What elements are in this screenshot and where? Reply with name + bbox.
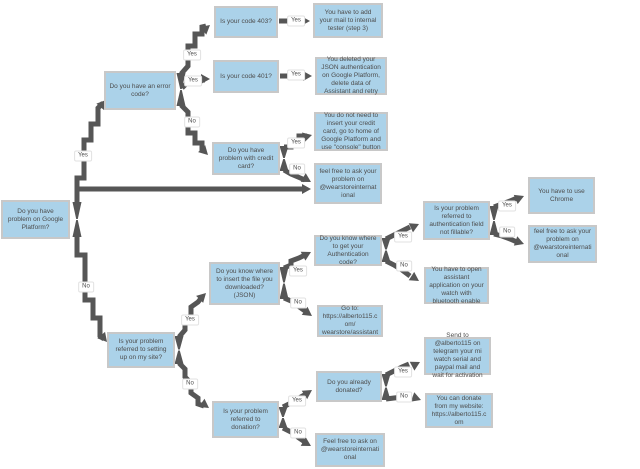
node-no-credit-needed: [314, 112, 388, 151]
edge-label-root-yes: Yes: [74, 151, 92, 162]
node-ask-problem-1: [314, 163, 382, 204]
edge-label-credit-card-yes: Yes: [287, 138, 305, 149]
edge-label-donation-yes: Yes: [288, 396, 306, 407]
node-setup: [107, 332, 175, 368]
node-code-403-text: Is your code 403?: [220, 18, 272, 25]
node-bluetooth-text: You have to open assistant application on your watch with bluetooth enable: [429, 265, 484, 305]
node-use-chrome: [528, 177, 595, 214]
node-insert-file: [209, 262, 280, 305]
node-goto-assistant: [317, 305, 383, 337]
node-root-text: Do you have problem on Google Platform?: [7, 207, 64, 231]
edge-label-credit-card-no: No: [289, 164, 305, 175]
edge-label-donated-yes: Yes: [394, 367, 412, 378]
node-code-401-text: Is your code 401?: [220, 72, 272, 80]
branch-junction: [490, 221, 499, 235]
node-auth-code: [314, 235, 382, 266]
edge-label-auth-code-no: No: [396, 261, 412, 272]
branch-junction: [279, 418, 288, 428]
node-ask-donation: [315, 433, 385, 467]
edge-label-code-403-yes: Yes: [287, 16, 305, 27]
node-no-credit-needed-text: You do not need to insert your credit card, go to home of Google Platform and use "console" button: [321, 111, 381, 151]
edge-error-code-to-credit-card: [181, 105, 202, 152]
node-error-code: [104, 71, 176, 110]
branch-junction: [382, 238, 391, 250]
node-credit-card-text: Do you have problem with credit card?: [218, 146, 274, 170]
node-json-deleted-text: You deleted your JSON authentication on Google Platform, delete data of Assistant and retry: [321, 56, 381, 95]
node-code-403: [214, 6, 278, 38]
arrowhead-ask-problem-1: [302, 184, 311, 194]
edge-label-insert-file-no: No: [290, 298, 306, 309]
node-json-deleted: [315, 57, 387, 95]
node-ask-problem-2-text: feel free to ask your problem on @wearstoreinternational: [533, 228, 592, 259]
node-goto-assistant-text: Go to: https://alberto115.com/ wearstore/assistant: [322, 305, 378, 336]
edge-label-insert-file-yes: Yes: [289, 266, 307, 277]
node-donated: [316, 371, 382, 402]
branch-junction: [382, 374, 391, 387]
edge-label-field-fillable-yes: Yes: [498, 201, 516, 212]
branch-junction: [280, 284, 289, 300]
node-use-chrome-text: You have to use Chrome: [538, 187, 585, 203]
node-code-401: [213, 60, 279, 93]
node-error-code-text: Do you have an error code?: [109, 82, 171, 98]
edge-label-setup-no: No: [182, 379, 198, 390]
node-setup-text: Is your problem referred to setting up on my site?: [115, 338, 167, 361]
branch-junction: [280, 267, 289, 283]
branch-junction: [73, 220, 82, 237]
node-donate-website: [425, 393, 493, 428]
node-field-fillable-text: Is your problem referred to authentication field not fillable?: [429, 204, 484, 236]
node-donation: [212, 401, 279, 438]
branch-junction: [175, 351, 184, 365]
node-add-mail-tester-text: You have to add your mail to internal tester (step 3): [319, 8, 377, 32]
edge-label-setup-yes: Yes: [181, 315, 199, 326]
edge-label-error-code-yes: Yes: [184, 76, 202, 87]
node-ask-donation-text: Feel free to ask on @wearstoreinternational: [320, 438, 380, 461]
node-ask-problem-2: [528, 225, 597, 263]
node-donation-text: Is your problem referred to donation?: [223, 407, 268, 431]
node-telegram-text: Send to @alberto115 on telegram your mi watch serial and paypal mail and wait for activation: [432, 332, 483, 379]
branch-junction: [280, 159, 289, 171]
node-credit-card: [212, 142, 280, 175]
edge-label-error-code-no: No: [184, 117, 200, 128]
edge-label-donated-no: No: [396, 392, 412, 403]
edge-label-field-fillable-no: No: [499, 227, 515, 238]
arrowhead-donate-website: [411, 392, 421, 401]
edge-label-code-401-yes: Yes: [287, 70, 305, 81]
edge-label-donation-no: No: [290, 428, 306, 439]
arrowhead-code-401: [201, 74, 210, 84]
node-ask-problem-1-text: feel free to ask your problem on @wearstoreinternational: [319, 167, 377, 199]
edge-label-root-no: No: [78, 282, 94, 293]
node-insert-file-text: Do you know where to insert the file you downloaded? (JSON): [215, 267, 274, 299]
branch-junction: [382, 251, 391, 263]
edge-label-error-code-yes: Yes: [183, 50, 201, 61]
branch-junction: [73, 202, 82, 219]
node-telegram: [424, 332, 491, 379]
branch-junction: [382, 388, 391, 401]
node-add-mail-tester: [313, 3, 383, 38]
branch-junction: [177, 90, 186, 106]
edge-label-auth-code-yes: Yes: [394, 232, 412, 243]
node-auth-code-text: Do you know where to get your Authentication code?: [319, 234, 377, 266]
branch-junction: [279, 407, 288, 417]
node-field-fillable: [423, 201, 490, 240]
node-root: [1, 200, 70, 239]
node-donated-text: Do you already donated?: [327, 378, 371, 394]
node-bluetooth: [424, 267, 489, 304]
branch-junction: [175, 336, 184, 350]
node-donate-website-text: You can donate from my website: https://alberto115.com: [431, 394, 487, 426]
